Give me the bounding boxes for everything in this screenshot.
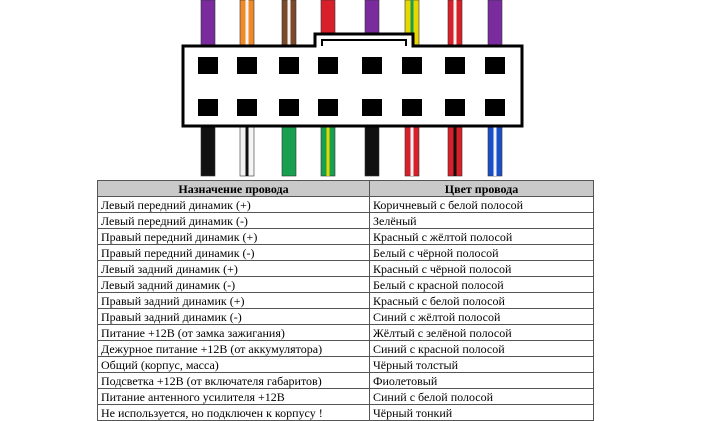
wire-purpose-cell: Общий (корпус, масса) [98, 357, 370, 373]
wire-purpose-cell: Правый передний динамик (+) [98, 229, 370, 245]
wire-purpose-cell: Не используется, но подключен к корпусу ! [98, 405, 370, 421]
wire-color-cell: Красный с белой полосой [370, 293, 594, 309]
table-row [98, 373, 594, 389]
wire-color-cell: Синий с белой полосой [370, 389, 594, 405]
wire-purpose-cell: Левый передний динамик (+) [98, 197, 370, 213]
pin-top [362, 57, 382, 74]
wire-purpose-cell: Правый передний динамик (-) [98, 245, 370, 261]
table-row [98, 261, 594, 277]
pin-top [318, 57, 338, 74]
table-row [98, 197, 594, 213]
pin-top [485, 57, 505, 74]
table-row [98, 389, 594, 405]
pin-top [402, 57, 422, 74]
wire-purpose-cell: Дежурное питание +12В (от аккумулятора) [98, 341, 370, 357]
wire-color-cell: Фиолетовый [370, 373, 594, 389]
wire-purpose-cell: Левый передний динамик (-) [98, 213, 370, 229]
wire-color-cell: Синий с красной полосой [370, 341, 594, 357]
header-purpose: Назначение провода [98, 181, 370, 197]
wire-purpose-cell: Правый задний динамик (+) [98, 293, 370, 309]
bottom-wire [321, 124, 335, 176]
wire-color-cell: Белый с чёрной полосой [370, 245, 594, 261]
table-row [98, 277, 594, 293]
pin-bottom [279, 99, 299, 116]
wire-color-cell: Коричневый с белой полосой [370, 197, 594, 213]
pin-top [237, 57, 257, 74]
top-wire [201, 0, 215, 48]
wire-purpose-cell: Питание антенного усилителя +12В [98, 389, 370, 405]
wire-table [97, 180, 594, 421]
pin-top [198, 57, 218, 74]
bottom-wire [448, 124, 462, 176]
table-row [98, 357, 594, 373]
table-row [98, 213, 594, 229]
top-wire [240, 0, 254, 48]
wire-color-cell: Чёрный толстый [370, 357, 594, 373]
table-row [98, 229, 594, 245]
top-wire [488, 0, 502, 48]
wire-color-cell: Красный с жёлтой полосой [370, 229, 594, 245]
wire-purpose-cell: Подсветка +12В (от включателя габаритов) [98, 373, 370, 389]
top-wire [282, 0, 296, 48]
top-wire [448, 0, 462, 48]
table-row [98, 309, 594, 325]
wire-purpose-cell: Левый задний динамик (-) [98, 277, 370, 293]
bottom-wire [365, 124, 379, 176]
table-header-row [98, 181, 594, 197]
table-row [98, 293, 594, 309]
pin-bottom [318, 99, 338, 116]
table-row [98, 341, 594, 357]
table-row [98, 405, 594, 421]
wire-color-cell: Чёрный тонкий [370, 405, 594, 421]
bottom-wire [405, 124, 419, 176]
wire-color-cell: Красный с чёрной полосой [370, 261, 594, 277]
pin-top [279, 57, 299, 74]
pin-bottom [445, 99, 465, 116]
wire-color-cell: Синий с жёлтой полосой [370, 309, 594, 325]
pin-bottom [485, 99, 505, 116]
bottom-wires [201, 124, 502, 176]
table-row [98, 325, 594, 341]
bottom-wire [488, 124, 502, 176]
pin-bottom [362, 99, 382, 116]
wire-purpose-cell: Правый задний динамик (-) [98, 309, 370, 325]
connector-housing [183, 34, 522, 126]
bottom-wire [240, 124, 254, 176]
bottom-wire [282, 124, 296, 176]
wire-color-cell: Жёлтый с зелёной полосой [370, 325, 594, 341]
pin-bottom [198, 99, 218, 116]
wire-color-cell: Зелёный [370, 213, 594, 229]
pin-top [445, 57, 465, 74]
wire-color-cell: Белый с красной полосой [370, 277, 594, 293]
table-row [98, 245, 594, 261]
connector-diagram [0, 0, 728, 180]
wire-rows [98, 197, 594, 421]
wire-purpose-cell: Питание +12В (от замка зажигания) [98, 325, 370, 341]
header-color: Цвет провода [370, 181, 594, 197]
pin-bottom [237, 99, 257, 116]
wire-purpose-cell: Левый задний динамик (+) [98, 261, 370, 277]
pin-bottom [402, 99, 422, 116]
bottom-wire [201, 124, 215, 176]
